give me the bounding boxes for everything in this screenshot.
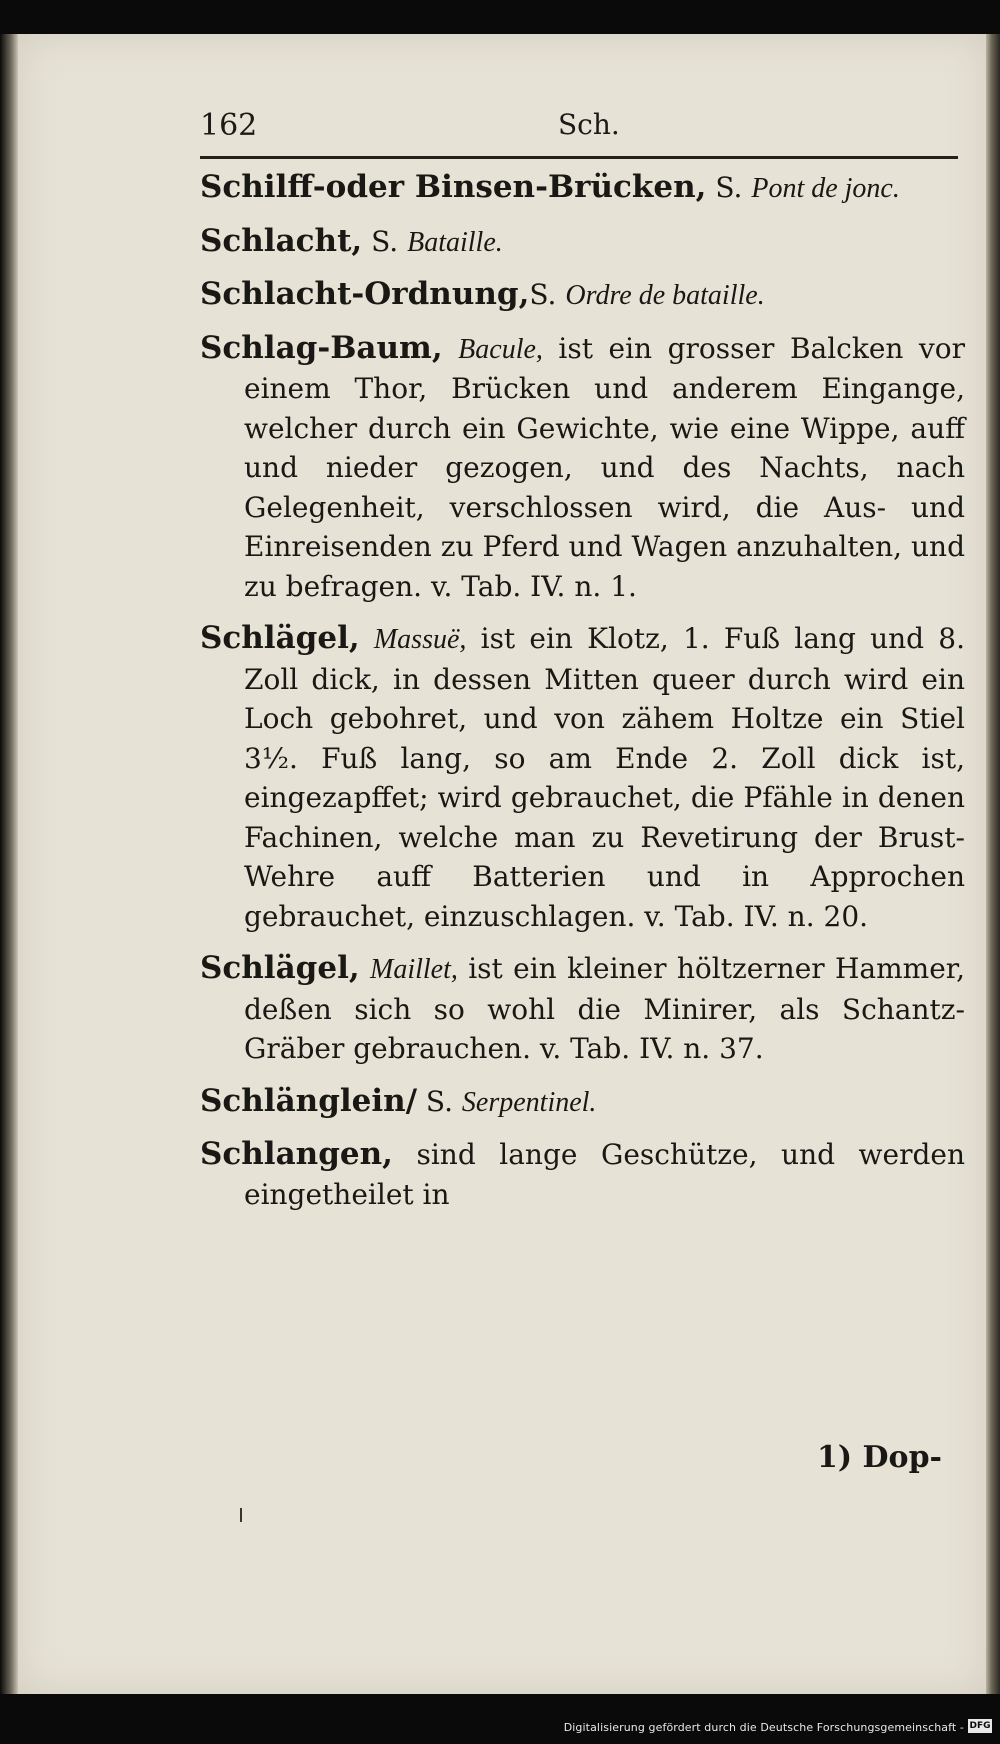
catchword: 1) Dop- (817, 1440, 942, 1475)
dfg-logo-icon: DFG (969, 1721, 991, 1731)
entry-text: S. (417, 1084, 462, 1118)
entry-headword: Schlangen, (200, 1136, 393, 1172)
section-heading: Sch. (558, 108, 620, 141)
entry-french-term: Pont de jonc. (751, 173, 900, 204)
entry-text (393, 1138, 417, 1171)
dictionary-entry (200, 1135, 965, 1214)
dictionary-entry (200, 275, 965, 316)
entry-french-term: Serpentinel. (461, 1086, 597, 1118)
entry-headword: Schlacht-Ordnung, (200, 276, 530, 312)
entry-definition: ist ein kleiner höltzerner Hammer, deßen sich so wohl die Minirer, als Schantz-Gräber gebrauchen. v. Tab. IV. n. 37. (244, 952, 965, 1065)
entry-french-term: Ordre de bataille. (565, 280, 765, 311)
dictionary-entry (200, 949, 965, 1069)
scan-bottom-border (0, 1694, 1000, 1744)
entry-headword: Schlänglein/ (200, 1082, 418, 1119)
entry-text (360, 622, 374, 655)
entry-headword: Schlägel, (200, 620, 360, 656)
entry-headword: Schlägel, (200, 950, 360, 986)
entry-french-term: Maillet, (370, 954, 458, 985)
entry-headword: Schilff-oder Binsen-Brücken, (200, 169, 707, 205)
entry-definition: sind lange Geschütze, und werden eingetheilet in (244, 1138, 965, 1211)
entry-french-term: Bataille. (407, 226, 503, 258)
entry-text (443, 332, 459, 365)
dictionary-entry (200, 222, 965, 263)
scan-top-border (0, 0, 1000, 34)
entry-text: S. (362, 224, 408, 258)
book-page-edge-right (986, 34, 1000, 1694)
header-rule (200, 156, 958, 159)
entry-definition: ist ein grosser Balcken vor einem Thor, Brücken und anderem Eingange, welcher durch ein Gewichte, wie eine Wippe, auff und nieder gezogen, und des Nachts, nach Gelegenheit, verschlossen wird, die Aus- und Einreisenden zu Pferd und Wagen anzuhalten, und zu befragen. v. Tab. IV. n. 1. (244, 331, 965, 603)
dictionary-entry (200, 168, 965, 209)
dictionary-entry (200, 329, 965, 607)
page-number: 162 (200, 108, 258, 143)
book-gutter-left (0, 34, 18, 1694)
entry-definition: ist ein Klotz, 1. Fuß lang und 8. Zoll dick, in dessen Mitten queer durch wird ein Loch gebohret, und von zähem Holtze ein Stiel 3½. Fuß lang, so am Ende 2. Zoll dick ist, eingezapffet; wird gebrauchet, die Pfähle in denen Fachinen, welche man zu Revetirung der Brust-Wehre auff Batterien und in Approchen gebrauchet, einzuschlagen. v. Tab. IV. n. 20. (244, 622, 965, 933)
entry-text: S. (529, 278, 566, 311)
entry-headword: Schlacht, (200, 222, 363, 259)
dictionary-entry (200, 1082, 965, 1123)
dictionary-entries (200, 168, 965, 1227)
running-head (200, 108, 960, 152)
entry-text (360, 952, 370, 985)
digitization-credit: Digitalisierung gefördert durch die Deutsche Forschungsgemeinschaft - (563, 1721, 964, 1734)
entry-text: S. (706, 171, 752, 204)
entry-french-term: Massuë, (373, 624, 467, 655)
entry-french-term: Bacule, (458, 333, 543, 365)
entry-headword: Schlag-Baum, (200, 329, 443, 366)
paper-speck (240, 1508, 242, 1522)
dictionary-entry (200, 619, 965, 936)
